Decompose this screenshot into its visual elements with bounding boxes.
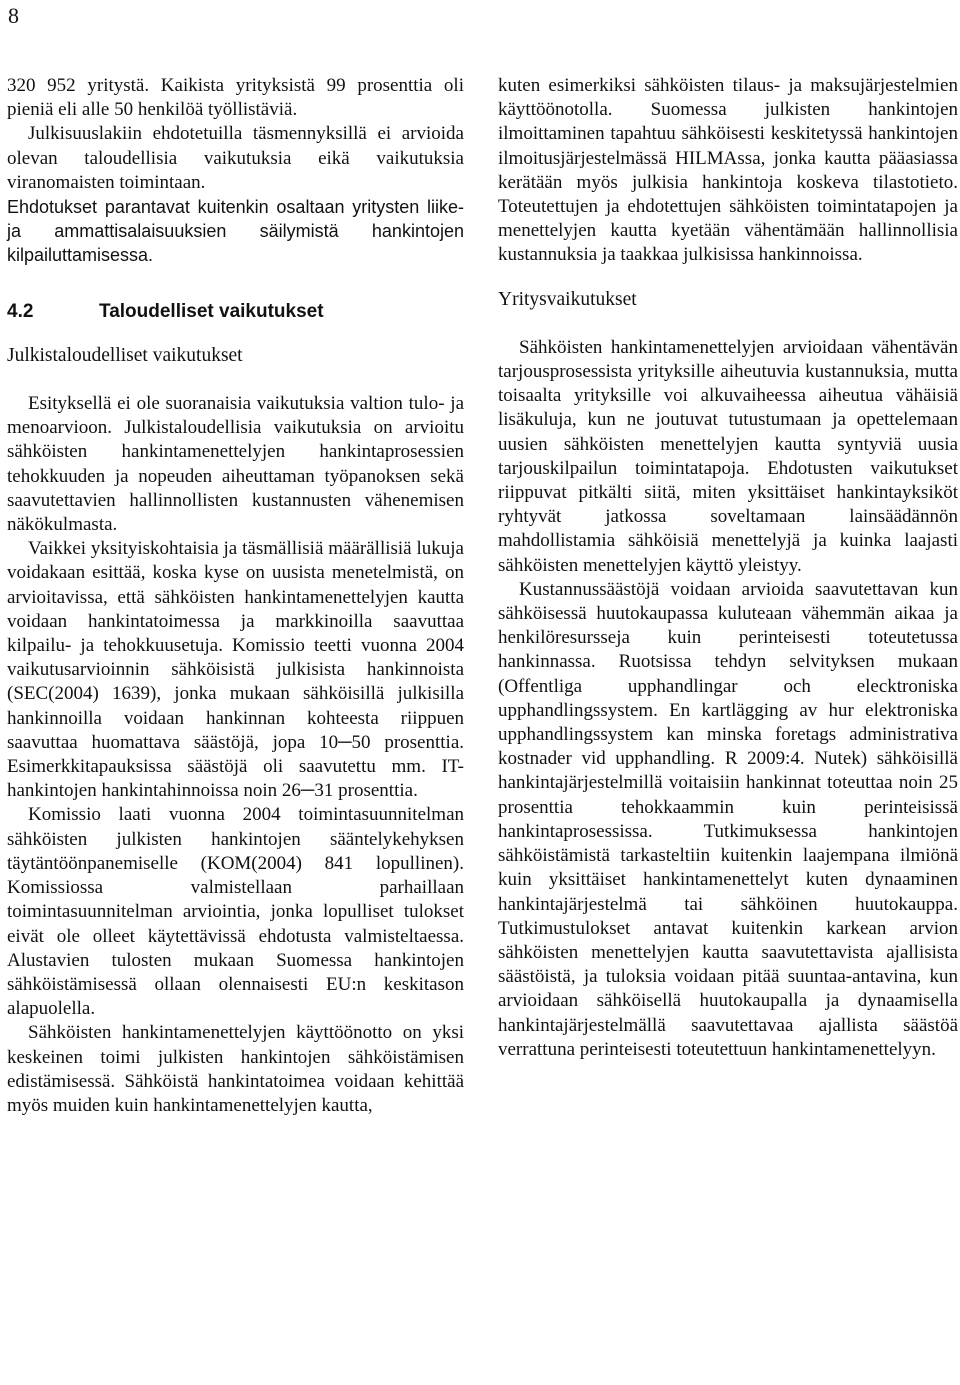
section-number: 4.2 <box>7 300 34 322</box>
right-column <box>498 74 958 1062</box>
procurement-paragraph-a: Julkisuuslakiin ehdotetuilla täsmennyksillä ei arvioida olevan taloudellisia vaikutuksia eikä vaikutuksia viranomaisten toimintaan. <box>7 123 464 193</box>
section-title: Taloudelliset vaikutukset <box>99 300 324 322</box>
paragraph: kuten esimerkiksi sähköisten tilaus- ja maksujärjestelmien käyttöönotolla. Suomessa julkisten hankintojen ilmoittaminen tapahtuu sähköisesti keskitetyssä hankintojen ilmoitusjärjestelmässä HILMAssa, jonka kautta pääasiassa kerätään myös julkisia hankintoja koskeva tilastotieto. Toteutettujen ja ehdotettujen sähköisten toimintatapojen ja menettelyjen kautta kyetään vähentämään hallinnollisia kustannuksia ja taakkaa julkisissa hankinnoissa. <box>498 75 958 266</box>
subheading-public-finance: Julkistaloudelliset vaikutukset <box>7 344 243 366</box>
page-number: 8 <box>8 3 19 28</box>
intro-paragraph: 320 952 yritystä. Kaikista yrityksistä 99 prosenttia oli pieniä eli alle 50 henkilöä työllistäviä. <box>7 75 464 121</box>
procurement-paragraph-b: Ehdotukset parantavat kuitenkin osaltaan yritysten liike- ja ammattisalaisuuksien säilymistä hankintojen kilpailuttamisessa. <box>7 197 464 266</box>
paragraph: Sähköisten hankintamenettelyjen käyttöönotto on yksi keskeinen toimi julkisten hankintojen sähköistämisen edistämisessä. Sähköistä hankintatoimea voidaan kehittää myös muiden kuin hankintamenettelyjen kautta, <box>7 1022 464 1116</box>
section-heading <box>7 300 464 324</box>
paragraph: Sähköisten hankintamenettelyjen arvioidaan vähentävän tarjousprosessista yrityksille aiheutuvia kustannuksia, mutta toisaalta yrityksille voi alkuvaiheessa aiheutua vähäisiä lisäkuluja, kun ne joutuvat tutustumaan ja opettelemaan uusien sähköisten menettelyjen kautta syntyviä uusia tarjouskilpailun toimintatapoja. Ehdotusten vaikutukset riippuvat pitkälti siitä, miten yksittäiset hankintayksiköt ryhtyvät jatkossa soveltamaan lainsäädännön mahdollistamia sähköisiä menettelyjä ja kuinka laajasti sähköisten menettelyjen käyttö yleistyy. <box>498 336 958 576</box>
paragraph: Esityksellä ei ole suoranaisia vaikutuksia valtion tulo- ja menoarvioon. Julkistaloudellisia vaikutuksia on arvioitu sähköisten hankintamenettelyjen hankintaprosessien tehokkuuden ja nopeuden aiheuttaman työpanoksen sekä saavutettavien hallinnollisten kustannusten vähenemisen näkökulmasta. <box>7 393 464 536</box>
paragraph: Kustannussäästöjä voidaan arvioida saavutettavan kun sähköisessä huutokaupassa kuluteaan vähemmän aikaa ja henkilöresursseja kuin perinteisesti toteutetussa hankinnassa. Ruotsissa tehdyn selvityksen mukaan (Offentliga upphandlingar och elecktroniska upphandlingssystem. En kartlägging av hur elektroniska upphandlingssystem kan minska foretags administrativa kostnader vid upphandling. R 2009:4. Nutek) sähköisillä hankintajärjestelmillä voitaisiin hankinnat toteuttaa noin 25 prosenttia tehokkaammin kuin perinteisissä hankintaprosessissa. Tutkimuksessa hankintojen sähköistämistä tarkasteltiin kuitenkin laajempana ilmiönä kuin yksittäiset hankintamenettelyt kuten dynaaminen hankintajärjestelmä tai sähköinen huutokauppa. Tutkimustulokset antavat kuitenkin karkean arvion sähköisten menettelyjen kautta saavutettavista ajallisista säästöistä, ja tuloksia voidaan pitää suuntaa-antavina, kun arvioidaan sähköisellä huutokaupalla ja dynaamisella hankintajärjestelmällä saavutettavaa ajallista säästöä verrattuna perinteisesti toteutettuun hankintamenettelyyn. <box>498 578 958 1060</box>
paragraph: Komissio laati vuonna 2004 toimintasuunnitelman sähköisten julkisten hankintojen sääntelykehyksen täytäntöönpanemiselle (KOM(2004) 841 lopullinen). Komissiossa valmistellaan parhaillaan toimintasuunnitelman arviointia, jonka lopulliset tulokset eivät ole olleet käytettävissä ehdotusta valmisteltaessa. Alustavien tulosten mukaan Suomessa hankintojen sähköistämisessä ollaan olennaisesti EU:n keskitason alapuolella. <box>7 804 464 1020</box>
subheading-business: Yritysvaikutukset <box>498 288 637 310</box>
left-column <box>7 74 464 1118</box>
paragraph: Vaikkei yksityiskohtaisia ja täsmällisiä määrällisiä lukuja voidakaan esittää, koska kyse on uusista menetelmistä, on arvioitavissa, että sähköisten hankintamenettelyjen kautta voidaan hankintatoimessa ja markkinoilla saavuttaa kilpailu- ja tehokkuusetuja. Komissio teetti vuonna 2004 vaikutusarvioinnin sähköisistä julkisista hankinnoista (SEC(2004) 1639), jonka mukaan sähköisillä julkisilla hankinnoilla voidaan hankinnan kohteesta riippuen saavuttaa huomattava säästöjä, jopa 10─50 prosenttia. Esimerkkitapauksissa säästöjä oli saavutettu mm. IT-hankintojen hankintahinnoissa noin 26─31 prosenttia. <box>7 538 464 802</box>
